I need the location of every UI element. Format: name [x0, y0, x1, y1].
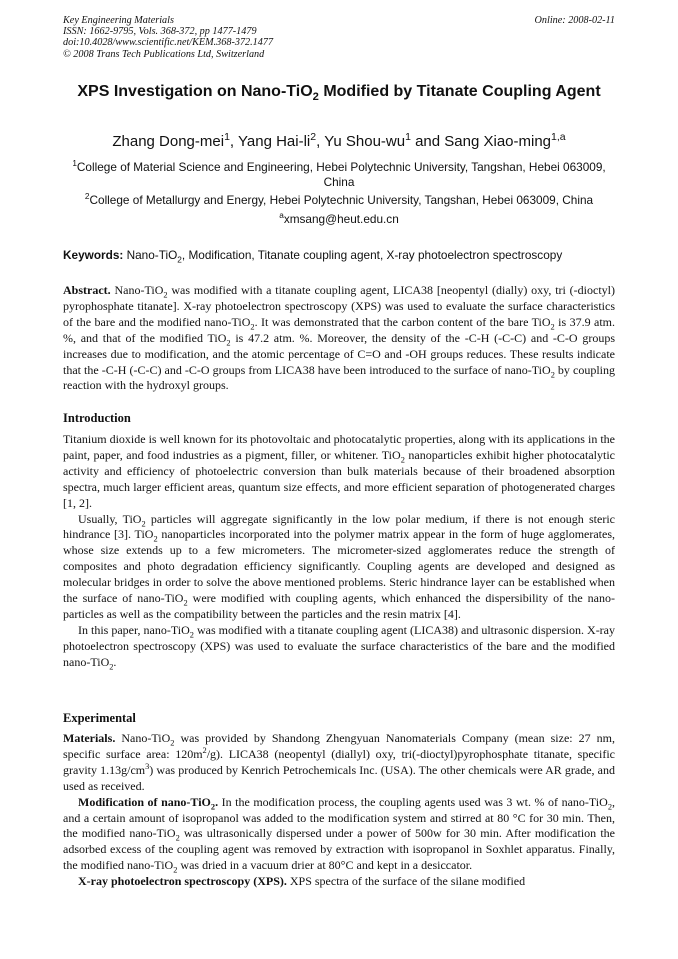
- journal-doi: doi:10.4028/www.scientific.net/KEM.368-372.1477: [63, 37, 274, 49]
- online-date: Online: 2008-02-11: [534, 15, 615, 26]
- introduction-heading: Introduction: [63, 411, 131, 425]
- abstract-label: Abstract.: [63, 283, 111, 297]
- journal-name: Key Engineering Materials: [63, 15, 174, 26]
- journal-header: [63, 15, 615, 60]
- abstract: Abstract. Nano-TiO$_2$ was modified with a titanate coupling agent, LICA38 [neopentyl (dially) oxy, tri (-dioctyl) pyrophosphate titanate]. X-ray photoelectron spectroscopy (XPS) was used to evaluate the surface characteristics of the bare and the modified nano-TiO$_2$. It was demonstrated that the carbon content of the bare TiO$_2$ is 37.9 atm. %, and that of the modified TiO$_2$ is 47.2 atm. %. Moreover, the density of the -C-H (-C-C) and -C-O groups increases due to modification, and the atomic percentage of C=O and -OH groups reduces. These results indicate that the -C-H (-C-C) and -C-O groups from LICA38 have been introduced to the surface of nano-TiO$_2$ by coupling reaction with the hydroxyl groups.: [63, 283, 615, 393]
- intro-paragraph-2: Usually, TiO$_2$ particles will aggregate significantly in the low polar medium, if there is not enough steric hindrance [3]. TiO$_2$ nanoparticles incorporated into the polymer matrix appear in the form of huge agglomerates, whose size extends up to a few micrometers. The micrometer-sized agglomerates reduce the strength of composites and photo degradation efficiency significantly. Coupling agents are developed and designed as molecular bridges in order to solve the above mentioned problems. Steric hindrance layer can be established when the surface of nano-TiO$_2$ were modified with coupling agents, which enhanced the dispersibility of the nano-particles as well as the compatibility between the particles and the resin matrix [4].: [63, 511, 616, 621]
- paper-title: XPS Investigation on Nano-TiO$_2$ Modified by Titanate Coupling Agent: [77, 83, 601, 104]
- experimental-heading: Experimental: [63, 711, 136, 725]
- affiliation-1: $^1$College of Material Science and Engineering, Hebei Polytechnic University, Tangshan, Hebei 063009, China: [72, 159, 606, 189]
- experimental-section: [63, 731, 615, 890]
- xps-paragraph: X-ray photoelectron spectroscopy (XPS). XPS spectra of the surface of the silane modified: [78, 874, 526, 889]
- author-name: Zhang Dong-mei: [112, 133, 225, 150]
- author-name: Yang Hai-li: [238, 133, 311, 150]
- keywords: Keywords: Nano-TiO$_2$, Modification, Titanate coupling agent, X-ray photoelectron spectroscopy: [63, 248, 563, 265]
- modification-paragraph: Modification of nano-TiO$_2$. In the modification process, the coupling agents used was 3 wt. % of nano-TiO$_2$, and a certain amount of isopropanol was added to the modification system and stirred at 80 °C for 30 min. Then, the modified nano-TiO$_2$ was ultrasonically dispersed under a power of 500w for 30 min. After modification the adsorbed excess of the coupling agent was removed by extraction with isopropanol in Soxhlet apparatus. Finally, the modified nano-TiO$_2$ was dried in a vacuum drier at 80°C and kept in a desiccator.: [63, 794, 615, 875]
- intro-paragraph-3: In this paper, nano-TiO$_2$ was modified with a titanate coupling agent (LICA38) and ultrasonic dispersion. X-ray photoelectron spectroscopy (XPS) was used to evaluate the surface characteristics of the bare and the modified nano-TiO$_2$.: [63, 622, 616, 672]
- author-list: Zhang Dong-mei$^1$, Yang Hai-$li^2$, Yu Shou-$wu^1$ and Sang Xiao-ming$^{1,a}$: [112, 131, 566, 150]
- introduction-section: [63, 432, 615, 671]
- keywords-label: Keywords:: [63, 248, 124, 262]
- journal-issn: ISSN: 1662-9795, Vols. 368-372, pp 1477-1479: [63, 26, 257, 38]
- author-name: Sang Xiao-ming: [444, 133, 552, 150]
- materials-paragraph: Materials. Nano-TiO$_2$ was provided by Shandong Zhengyuan Nanomaterials Company (mean size: 27 nm, specific surface area: $120m^2/g$). LICA38 (neopentyl (diallyl) oxy, tri(-dioctyl)pyrophosphate titanate, specific gravity $1.13g/cm^3$) was produced by Kenrich Petrochemicals Inc. (USA). The other chemicals were AR grade, and used as received.: [63, 731, 615, 793]
- journal-copyright: © 2008 Trans Tech Publications Ltd, Switzerland: [63, 48, 265, 60]
- intro-paragraph-1: Titanium dioxide is well known for its photovoltaic and photocatalytic properties, along with its applications in the paint, paper, and food industries as a pigment, filler, or whitener. TiO$_2$ nanoparticles exhibit higher photocatalytic activity and efficiency of photoelectric conversion than bulk materials because of their broadened absorption spectra, much larger efficient areas, quantum size effects, and more efficient separation of photogenerated charges [1, 2].: [63, 432, 615, 510]
- author-name: Yu Shou-wu: [324, 133, 406, 150]
- author-email: $^a$xmsang@heut.edu.cn: [279, 211, 399, 226]
- affiliation-2: $^2$College of Metallurgy and Energy, Hebei Polytechnic University, Tangshan, Hebei 063009, China: [84, 192, 594, 207]
